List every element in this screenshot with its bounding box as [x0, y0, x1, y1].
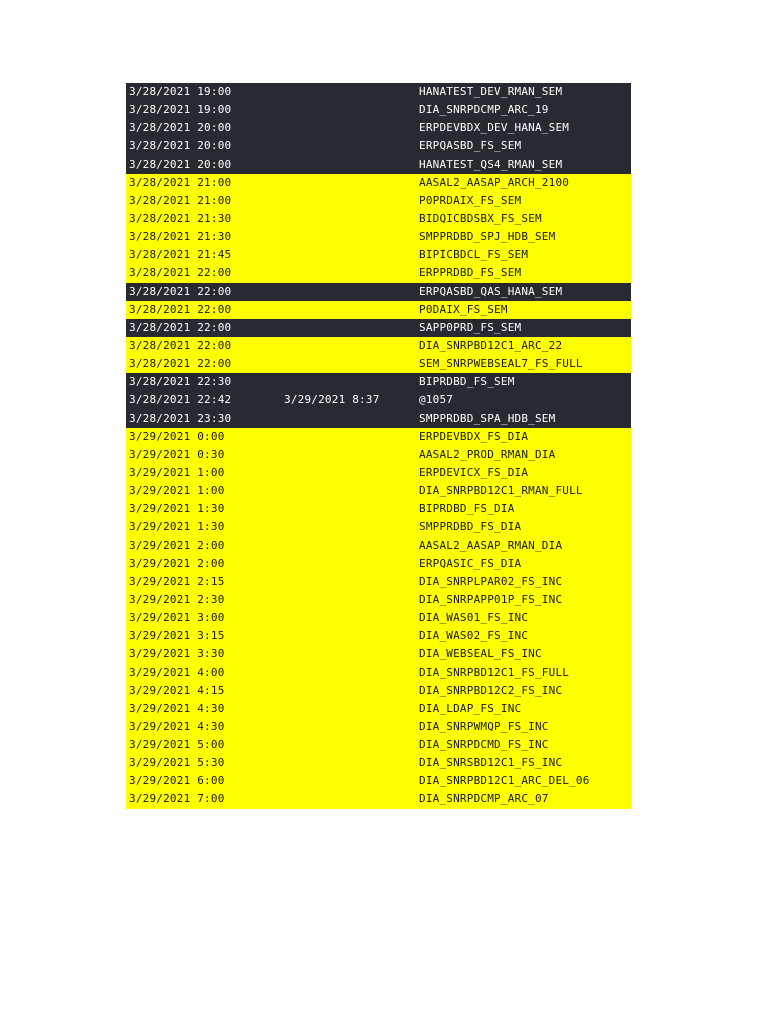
- start-time-cell: 3/29/2021 5:00: [129, 738, 225, 752]
- table-row: [126, 355, 631, 373]
- start-time-cell: 3/28/2021 21:00: [129, 193, 232, 207]
- job-name-cell: P0DAIX_FS_SEM: [419, 302, 508, 316]
- job-name-cell: DIA_WAS01_FS_INC: [419, 611, 529, 625]
- job-name-cell: DIA_LDAP_FS_INC: [419, 701, 522, 715]
- table-row: [126, 319, 631, 337]
- table-row: [126, 736, 631, 754]
- table-row: [126, 464, 631, 482]
- start-time-cell: 3/29/2021 0:30: [129, 447, 225, 461]
- job-name-cell: ERPQASIC_FS_DIA: [419, 556, 522, 570]
- job-name-cell: BIPRDBD_FS_DIA: [419, 502, 515, 516]
- table-row: [126, 337, 631, 355]
- job-name-cell: SAPP0PRD_FS_SEM: [419, 320, 522, 334]
- job-name-cell: DIA_SNRSBD12C1_FS_INC: [419, 756, 563, 770]
- job-name-cell: HANATEST_DEV_RMAN_SEM: [419, 85, 563, 98]
- table-row: [126, 609, 631, 627]
- start-time-cell: 3/28/2021 20:00: [129, 139, 232, 153]
- start-time-cell: 3/28/2021 20:00: [129, 121, 232, 135]
- table-row: [126, 119, 631, 137]
- job-name-cell: HANATEST_QS4_RMAN_SEM: [419, 157, 563, 171]
- job-name-cell: ERPQASBD_FS_SEM: [419, 139, 522, 153]
- table-row: [126, 137, 631, 155]
- table-row: [126, 156, 631, 174]
- table-row: [126, 410, 631, 428]
- table-row: [126, 718, 631, 736]
- job-name-cell: @1057: [419, 393, 454, 407]
- job-name-cell: DIA_SNRPBD12C2_FS_INC: [419, 683, 563, 697]
- job-name-cell: SEM_SNRPWEBSEAL7_FS_FULL: [419, 357, 583, 371]
- table-row: [126, 700, 631, 718]
- table-row: [126, 682, 631, 700]
- table-row: [126, 101, 631, 119]
- start-time-cell: 3/28/2021 22:30: [129, 375, 232, 389]
- table-row: [126, 573, 631, 591]
- start-time-cell: 3/29/2021 4:15: [129, 683, 225, 697]
- job-name-cell: BIPRDBD_FS_SEM: [419, 375, 515, 389]
- table-row: [126, 83, 631, 101]
- job-name-cell: BIPICBDCL_FS_SEM: [419, 248, 529, 262]
- job-name-cell: DIA_SNRPBD12C1_ARC_22: [419, 338, 563, 352]
- table-row: [126, 301, 631, 319]
- backup-schedule-table: [126, 83, 631, 809]
- start-time-cell: 3/28/2021 21:30: [129, 211, 232, 225]
- job-name-cell: AASAL2_AASAP_ARCH_2100: [419, 175, 570, 189]
- table-row: [126, 555, 631, 573]
- job-name-cell: P0PRDAIX_FS_SEM: [419, 193, 522, 207]
- start-time-cell: 3/29/2021 7:00: [129, 792, 225, 806]
- start-time-cell: 3/29/2021 4:30: [129, 701, 225, 715]
- table-row: [126, 174, 631, 192]
- start-time-cell: 3/28/2021 21:30: [129, 230, 232, 244]
- start-time-cell: 3/28/2021 22:00: [129, 302, 232, 316]
- job-name-cell: ERPPRDBD_FS_SEM: [419, 266, 522, 280]
- table-row: [126, 210, 631, 228]
- start-time-cell: 3/28/2021 22:00: [129, 266, 232, 280]
- table-row: [126, 428, 631, 446]
- table-row: [126, 192, 631, 210]
- start-time-cell: 3/28/2021 19:00: [129, 85, 232, 98]
- start-time-cell: 3/28/2021 22:42: [129, 393, 232, 407]
- table-row: [126, 627, 631, 645]
- table-row: [126, 591, 631, 609]
- job-name-cell: DIA_SNRPAPP01P_FS_INC: [419, 592, 563, 606]
- start-time-cell: 3/29/2021 1:00: [129, 484, 225, 498]
- start-time-cell: 3/29/2021 2:00: [129, 556, 225, 570]
- start-time-cell: 3/29/2021 4:00: [129, 665, 225, 679]
- table-row: [126, 264, 631, 282]
- start-time-cell: 3/28/2021 22:00: [129, 338, 232, 352]
- start-time-cell: 3/29/2021 5:30: [129, 756, 225, 770]
- start-time-cell: 3/29/2021 3:00: [129, 611, 225, 625]
- start-time-cell: 3/29/2021 1:30: [129, 520, 225, 534]
- table-row: [126, 373, 631, 391]
- table-row: [126, 772, 631, 790]
- table-row: [126, 391, 631, 409]
- job-name-cell: DIA_SNRPDCMD_FS_INC: [419, 738, 549, 752]
- start-time-cell: 3/28/2021 21:00: [129, 175, 232, 189]
- table-row: [126, 228, 631, 246]
- table-row: [126, 246, 631, 264]
- start-time-cell: 3/28/2021 22:00: [129, 357, 232, 371]
- job-name-cell: DIA_SNRPBD12C1_ARC_DEL_06: [419, 774, 590, 788]
- start-time-cell: 3/29/2021 0:00: [129, 429, 225, 443]
- start-time-cell: 3/28/2021 20:00: [129, 157, 232, 171]
- table-row: [126, 537, 631, 555]
- job-name-cell: DIA_SNRPDCMP_ARC_07: [419, 792, 549, 806]
- job-name-cell: AASAL2_AASAP_RMAN_DIA: [419, 538, 563, 552]
- start-time-cell: 3/29/2021 3:30: [129, 647, 225, 661]
- start-time-cell: 3/29/2021 2:00: [129, 538, 225, 552]
- job-name-cell: DIA_SNRPBD12C1_FS_FULL: [419, 665, 570, 679]
- table-row: [126, 518, 631, 536]
- job-name-cell: ERPDEVICX_FS_DIA: [419, 465, 529, 479]
- job-name-cell: SMPPRDBD_SPA_HDB_SEM: [419, 411, 556, 425]
- job-name-cell: ERPDEVBDX_FS_DIA: [419, 429, 529, 443]
- table-row: [126, 790, 631, 808]
- job-name-cell: DIA_WEBSEAL_FS_INC: [419, 647, 542, 661]
- table-row: [126, 482, 631, 500]
- table-row: [126, 754, 631, 772]
- start-time-cell: 3/28/2021 19:00: [129, 103, 232, 117]
- job-name-cell: DIA_SNRPBD12C1_RMAN_FULL: [419, 484, 583, 498]
- job-name-cell: DIA_SNRPLPAR02_FS_INC: [419, 574, 563, 588]
- job-name-cell: DIA_SNRPDCMP_ARC_19: [419, 103, 549, 117]
- job-name-cell: BIDQICBDSBX_FS_SEM: [419, 211, 542, 225]
- start-time-cell: 3/29/2021 2:15: [129, 574, 225, 588]
- start-time-cell: 3/28/2021 21:45: [129, 248, 232, 262]
- table-row: [126, 645, 631, 663]
- start-time-cell: 3/29/2021 3:15: [129, 629, 225, 643]
- job-name-cell: SMPPRDBD_SPJ_HDB_SEM: [419, 230, 556, 244]
- start-time-cell: 3/28/2021 23:30: [129, 411, 232, 425]
- start-time-cell: 3/29/2021 4:30: [129, 719, 225, 733]
- table-row: [126, 283, 631, 301]
- end-time-cell: 3/29/2021 8:37: [284, 393, 380, 407]
- job-name-cell: SMPPRDBD_FS_DIA: [419, 520, 522, 534]
- table-row: [126, 664, 631, 682]
- start-time-cell: 3/29/2021 6:00: [129, 774, 225, 788]
- start-time-cell: 3/29/2021 2:30: [129, 592, 225, 606]
- table-row: [126, 500, 631, 518]
- job-name-cell: ERPQASBD_QAS_HANA_SEM: [419, 284, 563, 298]
- job-name-cell: ERPDEVBDX_DEV_HANA_SEM: [419, 121, 570, 135]
- start-time-cell: 3/29/2021 1:30: [129, 502, 225, 516]
- job-name-cell: DIA_SNRPWMQP_FS_INC: [419, 719, 549, 733]
- job-name-cell: DIA_WAS02_FS_INC: [419, 629, 529, 643]
- start-time-cell: 3/28/2021 22:00: [129, 320, 232, 334]
- table-row: [126, 446, 631, 464]
- job-name-cell: AASAL2_PROD_RMAN_DIA: [419, 447, 556, 461]
- start-time-cell: 3/28/2021 22:00: [129, 284, 232, 298]
- start-time-cell: 3/29/2021 1:00: [129, 465, 225, 479]
